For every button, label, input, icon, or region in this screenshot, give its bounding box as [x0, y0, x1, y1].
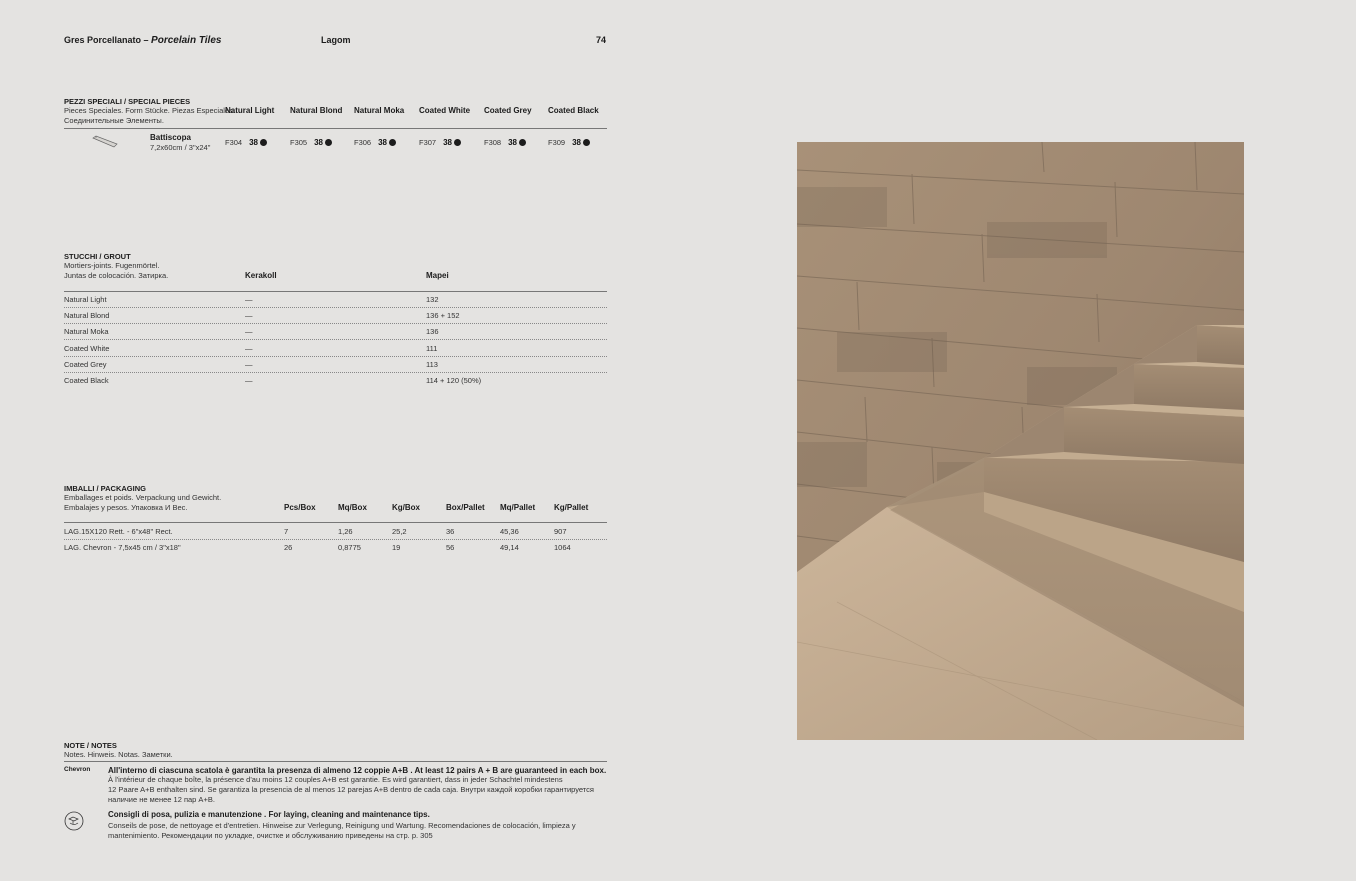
- chevron-note-line: 12 Paare A+B enthalten sind. Se garantiza la presencia de al menos 12 parejas A+B dentro de cada caja. Внутри каждой коробки гарантируется: [108, 785, 594, 794]
- grout-row-name: Coated Black: [64, 376, 109, 385]
- grout-row-mapei: 114 + 120 (50%): [426, 376, 482, 385]
- special-col-header: Natural Blond: [290, 106, 343, 115]
- grout-row-mapei: 132: [426, 295, 439, 304]
- special-col-header: Coated Black: [548, 106, 599, 115]
- chevron-note-line: À l'intérieur de chaque boîte, la présence d'au moins 12 couples A+B est garantie. Es wird garantiert, dass in jeder Schachtel mindestens: [108, 775, 563, 784]
- row-divider: [64, 307, 607, 308]
- special-code: F308 38: [484, 138, 526, 147]
- packaging-subtitle-1: Emballages et poids. Verpackung und Gewicht.: [64, 493, 222, 502]
- special-col-header: Natural Moka: [354, 106, 405, 115]
- chevron-note-bold: All'interno di ciascuna scatola è garantita la presenza di almeno 12 coppie A+B . At least 12 pairs A + B are guaranteed in each box.: [108, 766, 607, 775]
- packaging-cell: 19: [392, 543, 401, 552]
- product-photo-staircase: [797, 142, 1244, 740]
- special-subtitle-2: Соединительные Элементы.: [64, 116, 164, 125]
- grout-row-kerakoll: —: [245, 295, 253, 304]
- grout-row-name: Natural Blond: [64, 311, 110, 320]
- special-code: F304 38: [225, 138, 267, 147]
- grout-subtitle-2: Juntas de colocación. Затирка.: [64, 271, 169, 280]
- chevron-label: Chevron: [64, 766, 91, 773]
- special-title: PEZZI SPECIALI / SPECIAL PIECES: [64, 97, 191, 106]
- packaging-cell: 1064: [554, 543, 571, 552]
- packaging-col-header: Kg/Pallet: [554, 503, 589, 512]
- packaging-col-header: Box/Pallet: [446, 503, 485, 512]
- row-divider: [64, 539, 607, 540]
- packaging-rule: [64, 522, 607, 523]
- dot-icon: [583, 139, 590, 146]
- packaging-cell: 36: [446, 527, 455, 536]
- dot-icon: [389, 139, 396, 146]
- tips-note-line: mantenimiento. Рекомендации по укладке, очистке и обслуживанию приведены на стр. p. 305: [108, 831, 433, 840]
- notes-title: NOTE / NOTES: [64, 741, 117, 750]
- packaging-cell: 49,14: [500, 543, 519, 552]
- packaging-cell: 0,8775: [338, 543, 361, 552]
- packaging-col-header: Mq/Pallet: [500, 503, 536, 512]
- packaging-row-name: LAG.15X120 Rett. - 6"x48" Rect.: [64, 527, 173, 536]
- grout-row-name: Natural Light: [64, 295, 107, 304]
- packaging-cell: 25,2: [392, 527, 407, 536]
- laying-tips-icon: [64, 811, 84, 831]
- grout-row-mapei: 136 + 152: [426, 311, 460, 320]
- dot-icon: [519, 139, 526, 146]
- special-col-header: Coated Grey: [484, 106, 532, 115]
- grout-row-kerakoll: —: [245, 360, 253, 369]
- packaging-col-header: Kg/Box: [392, 503, 420, 512]
- grout-rule: [64, 291, 607, 292]
- special-subtitle-1: Pieces Speciales. Form Stücke. Piezas Especiales.: [64, 106, 235, 115]
- packaging-title: IMBALLI / PACKAGING: [64, 484, 146, 493]
- special-code: F309 38: [548, 138, 590, 147]
- special-col-header: Coated White: [419, 106, 471, 115]
- tips-note-bold: Consigli di posa, pulizia e manutenzione . For laying, cleaning and maintenance tips.: [108, 810, 430, 819]
- packaging-cell: 56: [446, 543, 455, 552]
- row-divider: [64, 323, 607, 324]
- packaging-cell: 45,36: [500, 527, 519, 536]
- grout-row-name: Coated Grey: [64, 360, 107, 369]
- dot-icon: [260, 139, 267, 146]
- header-category: Gres Porcellanato – Porcelain Tiles: [64, 35, 222, 46]
- special-col-header: Natural Light: [225, 106, 275, 115]
- grout-subtitle-1: Mortiers-joints. Fugenmörtel.: [64, 261, 160, 270]
- special-rule: [64, 128, 607, 129]
- notes-rule: [64, 761, 607, 762]
- grout-row-mapei: 136: [426, 327, 439, 336]
- packaging-cell: 907: [554, 527, 567, 536]
- grout-row-kerakoll: —: [245, 311, 253, 320]
- grout-row-kerakoll: —: [245, 344, 253, 353]
- baseboard-piece-icon: [92, 135, 118, 149]
- grout-row-kerakoll: —: [245, 376, 253, 385]
- chevron-note-line: наличие не менее 12 пар A+B.: [108, 795, 215, 804]
- grout-row-mapei: 113: [426, 360, 438, 369]
- row-divider: [64, 372, 607, 373]
- dot-icon: [454, 139, 461, 146]
- packaging-subtitle-2: Embalajes y pesos. Упаковка И Вес.: [64, 503, 188, 512]
- row-divider: [64, 356, 607, 357]
- special-item-size: 7,2x60cm / 3"x24": [150, 143, 211, 152]
- packaging-cell: 26: [284, 543, 293, 552]
- special-code: F307 38: [419, 138, 461, 147]
- special-code: F305 38: [290, 138, 332, 147]
- grout-row-name: Coated White: [64, 344, 110, 353]
- notes-subtitle: Notes. Hinweis. Notas. Заметки.: [64, 750, 173, 759]
- page-number: 74: [596, 35, 607, 45]
- packaging-row-name: LAG. Chevron - 7,5x45 cm / 3"x18": [64, 543, 181, 552]
- tips-note-line: Conseils de pose, de nettoyage et d'entretien. Hinweise zur Verlegung, Reinigung und Wartung. Recomendaciones de colocación, limpieza y: [108, 821, 576, 830]
- grout-row-name: Natural Moka: [64, 327, 109, 336]
- special-item-name: Battiscopa: [150, 133, 191, 142]
- grout-title: STUCCHI / GROUT: [64, 252, 131, 261]
- packaging-cell: 1,26: [338, 527, 353, 536]
- grout-col-mapei: Mapei: [426, 271, 449, 280]
- grout-row-mapei: 111: [426, 344, 438, 353]
- packaging-col-header: Pcs/Box: [284, 503, 316, 512]
- grout-row-kerakoll: —: [245, 327, 253, 336]
- grout-col-kerakoll: Kerakoll: [245, 271, 277, 280]
- special-code: F306 38: [354, 138, 396, 147]
- packaging-col-header: Mq/Box: [338, 503, 367, 512]
- packaging-cell: 7: [284, 527, 289, 536]
- header-collection: Lagom: [321, 35, 351, 45]
- row-divider: [64, 339, 607, 340]
- dot-icon: [325, 139, 332, 146]
